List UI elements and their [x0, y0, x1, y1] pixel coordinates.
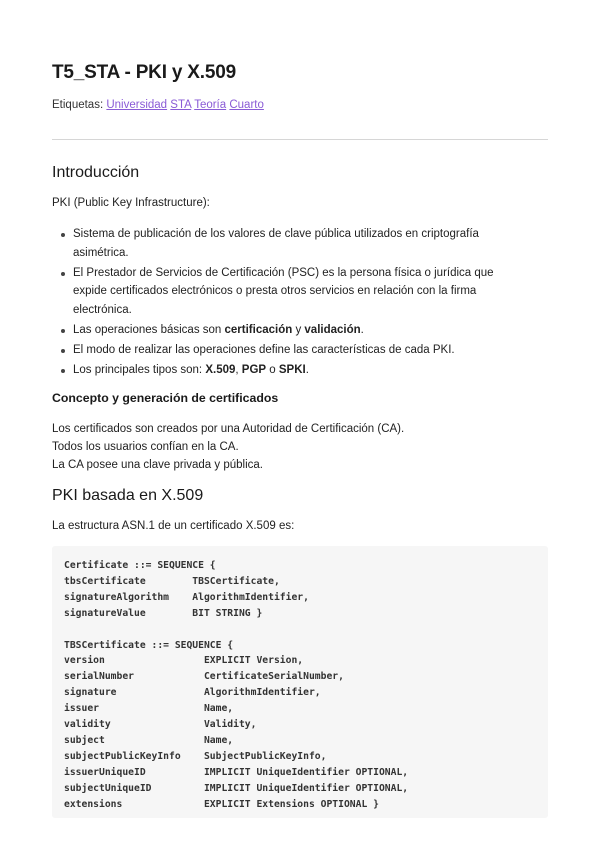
- tag-link-sta[interactable]: STA: [170, 99, 192, 111]
- bullet-text: .: [360, 323, 364, 336]
- x509-lead: La estructura ASN.1 de un certificado X.509 es:: [52, 520, 295, 532]
- bold-term: X.509: [205, 363, 236, 376]
- bullet-text: Las operaciones básicas son: [73, 323, 225, 336]
- asn1-code: Certificate ::= SEQUENCE { tbsCertificate TBSCertificate, signatureAlgorithm AlgorithmIdentifier, signatureValue BIT STRING } TBSCertificate ::= SEQUENCE { version EXPLICIT Version, serialNumber CertificateSerialNumber, signature AlgorithmIdentifier, issuer Name, validity Validity, subject Name, subjectPublicKeyInfo SubjectPublicKeyInfo, issuerUniqueID IMPLICIT UniqueIdentifier OPTIONAL, subjectUniqueID IMPLICIT UniqueIdentifier OPTIONAL, extensions EXPLICIT Extensions OPTIONAL }: [64, 560, 409, 810]
- bullet-text: El modo de realizar las operaciones define las características de cada PKI.: [73, 343, 455, 356]
- section-heading-introduccion: Introducción: [52, 164, 140, 181]
- code-block: [52, 546, 548, 818]
- intro-lead: PKI (Public Key Infrastructure):: [52, 197, 210, 209]
- concept-paragraph: [52, 420, 404, 474]
- bullet-text: .: [305, 363, 309, 376]
- page-title: T5_STA - PKI y X.509: [52, 62, 236, 83]
- divider: [52, 139, 548, 140]
- intro-bullet-item: [52, 321, 522, 340]
- bold-term: SPKI: [278, 363, 306, 376]
- intro-bullet-item: [52, 341, 522, 360]
- bullet-text: ,: [235, 363, 242, 376]
- bullet-text: Sistema de publicación de los valores de clave pública utilizados en criptografía asimétrica.: [73, 228, 479, 259]
- tags-label: Etiquetas:: [52, 99, 104, 111]
- intro-bullet-item: [52, 225, 522, 262]
- bold-term: certificación: [224, 323, 293, 336]
- tag-link-teoria[interactable]: Teoría: [194, 99, 227, 111]
- tag-link-universidad[interactable]: Universidad: [106, 99, 168, 111]
- tag-link-cuarto[interactable]: Cuarto: [229, 99, 264, 111]
- section-heading-pki-x509: PKI basada en X.509: [52, 487, 204, 504]
- bullet-text: o: [266, 363, 279, 376]
- subheading-concepto: Concepto y generación de certificados: [52, 391, 279, 405]
- intro-bullet-item: [52, 264, 522, 320]
- bold-term: PGP: [241, 363, 267, 376]
- bullet-text: El Prestador de Servicios de Certificación (PSC) es la persona física o jurídica que expide certificados electrónicos o presta otros servicios en relación con la firma electrónica.: [73, 266, 494, 316]
- intro-bullet-list: [52, 225, 522, 381]
- tags-row: [52, 99, 264, 111]
- concept-line: La CA posee una clave privada y pública.: [52, 459, 263, 471]
- concept-line: Todos los usuarios confían en la CA.: [52, 441, 239, 453]
- bullet-text: Los principales tipos son:: [73, 363, 206, 376]
- bold-term: validación: [304, 323, 361, 336]
- bullet-text: y: [292, 323, 305, 336]
- concept-line: Los certificados son creados por una Autoridad de Certificación (CA).: [52, 423, 405, 435]
- intro-bullet-item: [52, 361, 522, 380]
